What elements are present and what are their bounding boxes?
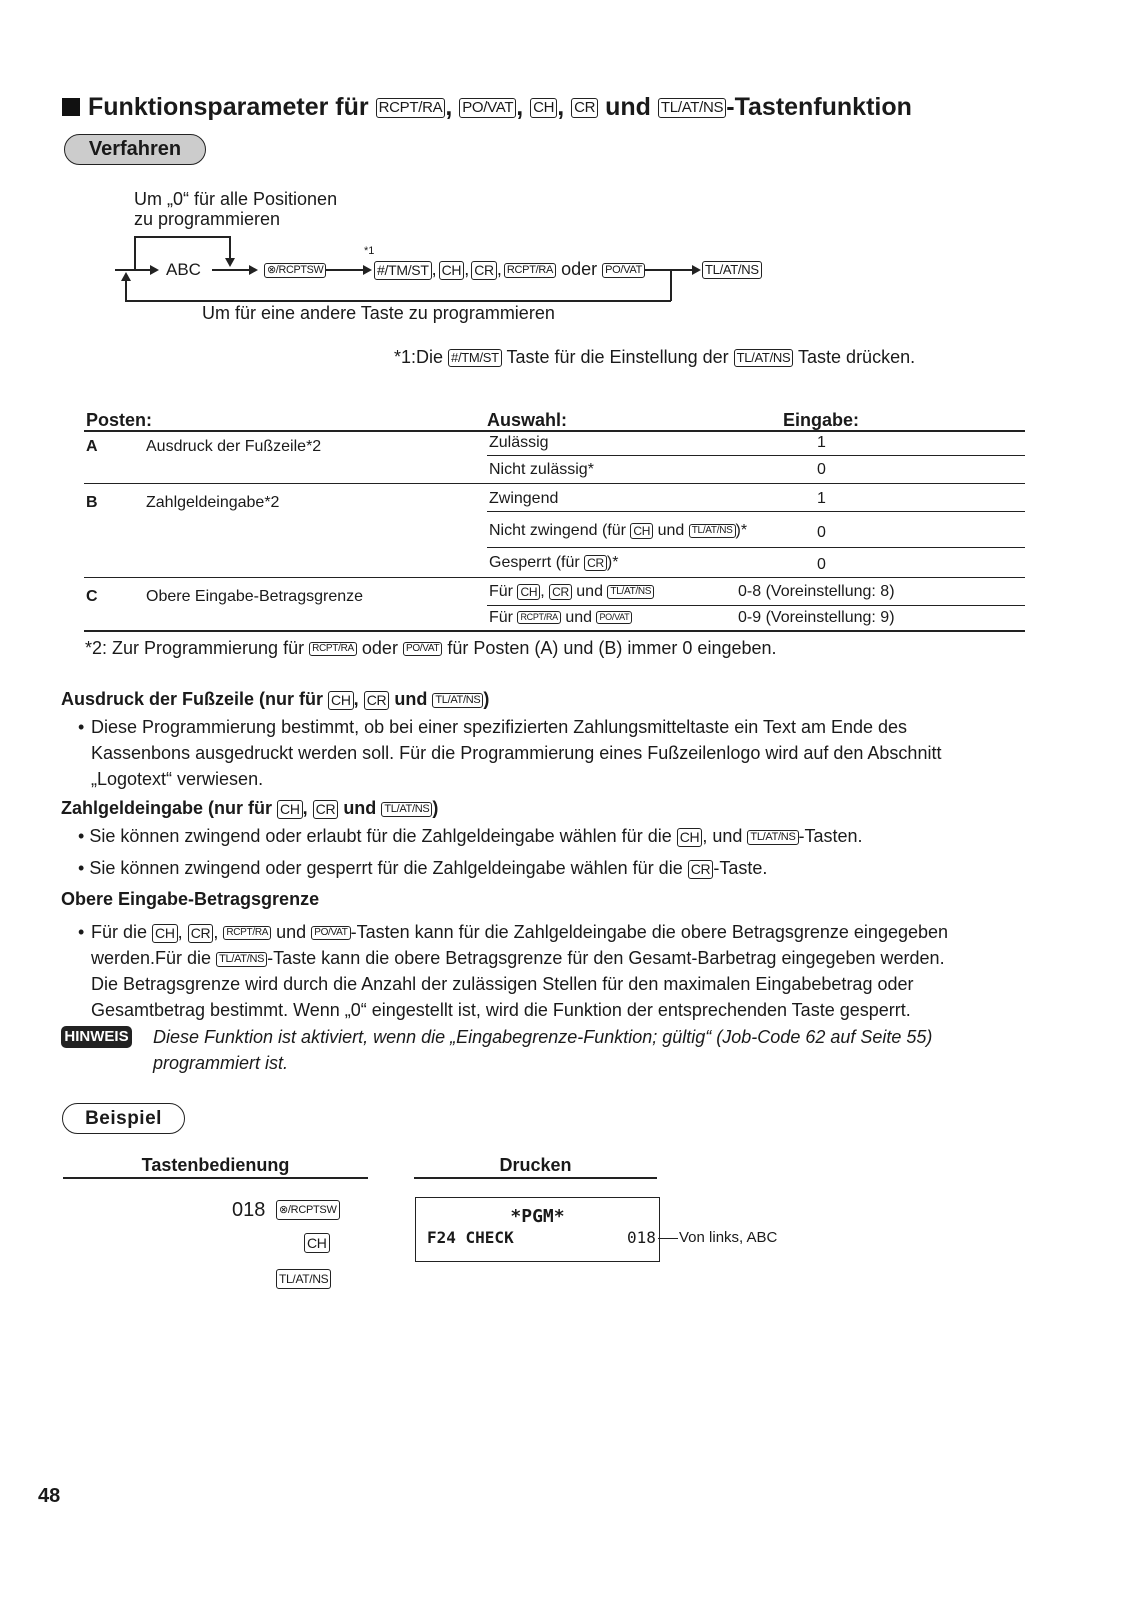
arrow-right-icon [150, 265, 159, 275]
table-rule [487, 547, 1025, 548]
example-key-rcptsw: ⊗/RCPTSW [276, 1200, 340, 1220]
row-c-opt1: Für CH , CR und TL/AT/NS [489, 583, 654, 601]
section-tender-heading: Zahlgeldeingabe (nur für CH , CR und TL/AT/NS ) [61, 798, 439, 818]
hinweis-badge: HINWEIS [61, 1026, 132, 1048]
loop-bottom-label: Um für eine andere Taste zu programmieren [202, 303, 555, 323]
hinweis-text: Diese Funktion ist aktiviert, wenn die „Eingabegrenze-Funktion; gültig“ (Job-Code 62 auf Seite 55) programmiert ist. [153, 1027, 933, 1073]
flow-line [326, 269, 366, 271]
flow-line [212, 269, 252, 271]
row-c-id: C [86, 588, 98, 605]
bullet-dot: • [78, 717, 85, 737]
loop-line [125, 300, 671, 302]
row-c-val2: 0-9 (Voreinstellung: 9) [738, 609, 895, 626]
row-c-val1: 0-8 (Voreinstellung: 8) [738, 583, 895, 600]
arrow-up-icon [121, 272, 131, 281]
row-a-opt1: Zulässig [489, 434, 549, 451]
page-title: Funktionsparameter für RCPT/RA , PO/VAT , CH , CR und TL/AT/NS -Tastenfunktion [62, 93, 912, 122]
table-rule [84, 577, 1025, 578]
row-b-val1: 1 [817, 490, 826, 507]
table-header-choice: Auswahl: [487, 410, 568, 430]
loop-line [134, 236, 136, 269]
star1-mark: *1 [364, 245, 375, 257]
verfahren-badge: Verfahren [64, 134, 206, 165]
loop-line [229, 236, 231, 260]
flow-key-tlatns: TL/AT/NS [702, 259, 762, 280]
flow-key-group: #/TM/ST , CH , CR , RCPT/RA oder PO/VAT [374, 259, 645, 280]
row-b-label: Zahlgeldeingabe*2 [146, 494, 280, 511]
table-rule [487, 605, 1025, 606]
row-a-val1: 1 [817, 434, 826, 451]
section-tender-bullet-2: • Sie können zwingend oder gesperrt für die Zahlgeldeingabe wählen für die CR -Taste. [78, 858, 768, 878]
example-key-tlatns: TL/AT/NS [276, 1269, 331, 1289]
row-c-label: Obere Eingabe-Betragsgrenze [146, 588, 364, 605]
flow-key-rcptsw: ⊗/RCPTSW [264, 259, 326, 280]
loop-line [125, 278, 127, 301]
row-a-opt2: Nicht zulässig* [489, 461, 594, 478]
row-b-opt2: Nicht zwingend (für CH und TL/AT/NS )* [489, 522, 748, 539]
receipt-line: F24 CHECK [427, 1228, 514, 1247]
table-rule [84, 630, 1025, 632]
key-tlatns: TL/AT/NS [658, 98, 726, 118]
loop-line [134, 236, 230, 238]
row-a-id: A [86, 438, 98, 455]
callout-text: Von links, ABC [679, 1229, 778, 1246]
section-limit-text: Für die CH , CR , RCPT/RA und PO/VAT -Tasten kann für die Zahlgeldeingabe die obere Betragsgrenze eingegeben werden.Für die TL/AT/NS -Taste kann die obere Betragsgrenze für den Gesamt-Barbetrag eingegeben werden. Die Betragsgrenze wird durch die Anzahl der zulässigen Stellen für den maximalen Eingabebetrag oder Gesamtbetrag bestimmt. Wenn „0“ eingestellt ist, wird die Funktion der entsprechenden Taste gesperrt. [91, 922, 949, 1020]
abc-label: ABC [166, 260, 201, 279]
table-rule [84, 430, 1025, 432]
row-a-val2: 0 [817, 461, 826, 478]
page-number: 48 [38, 1485, 61, 1507]
key-cr: CR [571, 98, 598, 118]
table-rule [63, 1177, 368, 1179]
row-b-val2: 0 [817, 524, 826, 541]
key-ch: CH [530, 98, 557, 118]
arrow-right-icon [363, 265, 372, 275]
loop-line [670, 269, 672, 301]
flow-line [115, 269, 155, 271]
section-footer-text: Diese Programmierung bestimmt, ob bei einer spezifizierten Zahlungsmitteltaste ein Text am Ende des Kassenbons ausgedruckt werden soll. Für die Programmierung eines Fußzeilenlogo wird auf den Abschnitt „Logotext“ verwiesen. [91, 717, 942, 789]
callout-line [658, 1238, 678, 1239]
col-header-keys: Tastenbedienung [141, 1155, 290, 1175]
receipt-value: 018 [627, 1228, 656, 1247]
arrow-right-icon [692, 265, 701, 275]
table-rule [84, 483, 1025, 484]
table-rule [487, 511, 1025, 512]
bullet-dot: • [78, 922, 85, 942]
example-entry: 018 [232, 1199, 266, 1221]
table-rule [414, 1177, 657, 1179]
footnote-2: *2: Zur Programmierung für RCPT/RA oder PO/VAT für Posten (A) und (B) immer 0 eingeben. [85, 638, 777, 658]
receipt-title: *PGM* [510, 1206, 565, 1227]
row-b-opt1: Zwingend [489, 490, 559, 507]
section-footer-heading: Ausdruck der Fußzeile (nur für CH , CR und TL/AT/NS ) [61, 689, 490, 709]
section-limit-heading: Obere Eingabe-Betragsgrenze [61, 889, 320, 909]
arrow-down-icon [225, 258, 235, 267]
row-b-val3: 0 [817, 556, 826, 573]
beispiel-badge: Beispiel [62, 1103, 185, 1134]
row-a-label: Ausdruck der Fußzeile*2 [146, 438, 322, 455]
col-header-print: Drucken [499, 1155, 572, 1175]
key-rcptra: RCPT/RA [376, 98, 446, 118]
row-b-opt3: Gesperrt (für CR )* [489, 554, 619, 571]
row-c-opt2: Für RCPT/RA und PO/VAT [489, 609, 632, 627]
table-rule [487, 455, 1025, 456]
key-povat: PO/VAT [459, 98, 516, 118]
square-bullet-icon [62, 98, 80, 116]
example-key-ch: CH [304, 1233, 330, 1253]
table-header-item: Posten: [86, 410, 153, 430]
receipt-box [415, 1197, 660, 1262]
loop-top-label: Um „0“ für alle Positionen zu programmieren [134, 189, 338, 229]
arrow-right-icon [249, 265, 258, 275]
footnote-1: *1:Die #/TM/ST Taste für die Einstellung der TL/AT/NS Taste drücken. [394, 347, 916, 367]
row-b-id: B [86, 494, 98, 511]
table-header-input: Eingabe: [783, 410, 860, 430]
section-tender-bullet-1: • Sie können zwingend oder erlaubt für die Zahlgeldeingabe wählen für die CH , und TL/AT/NS -Tasten. [78, 826, 863, 846]
